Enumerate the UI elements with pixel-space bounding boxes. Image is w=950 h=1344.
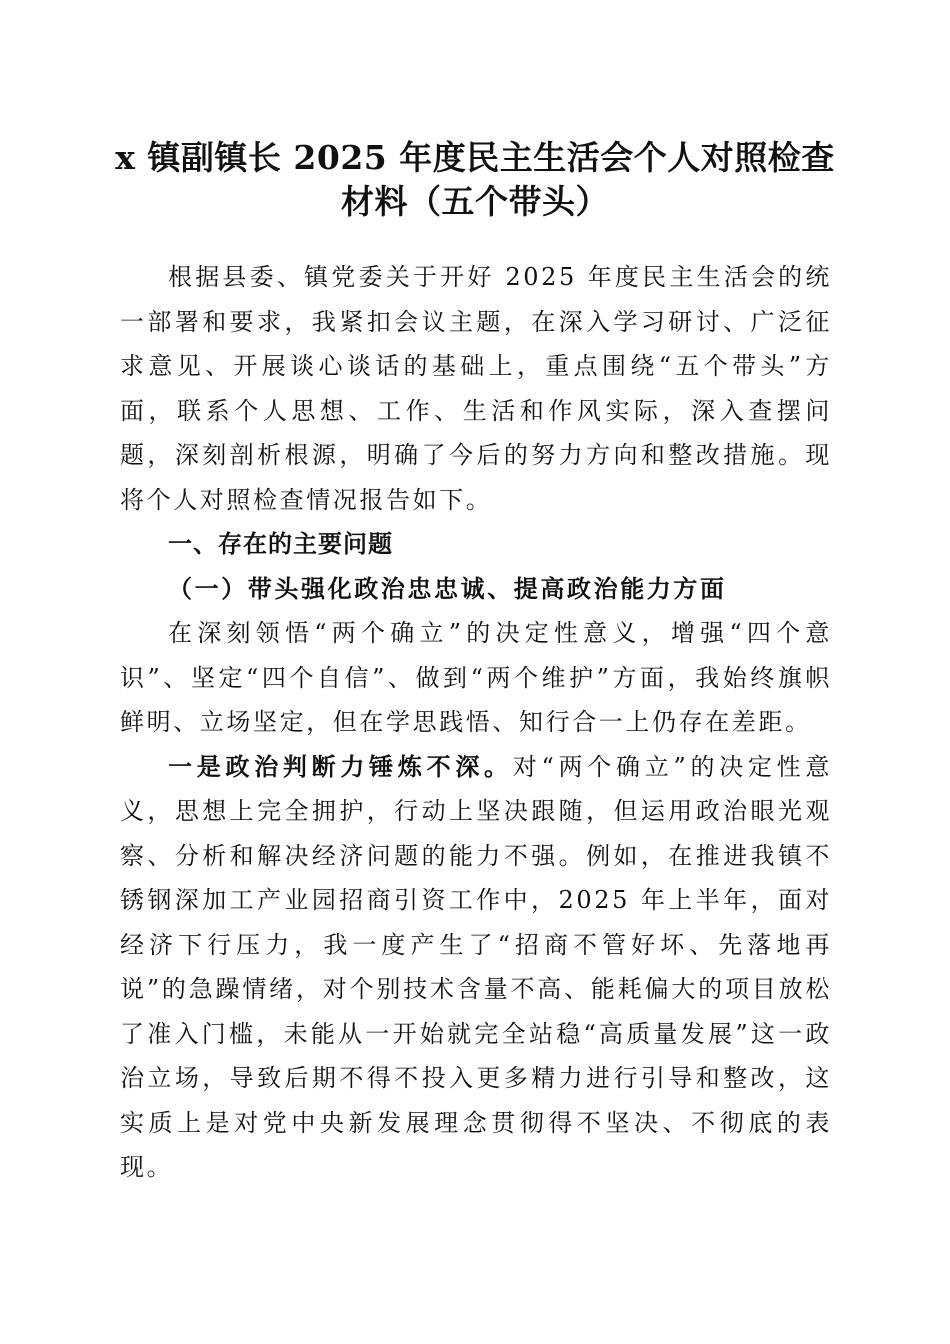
title-line-1: x 镇副镇长 2025 年度民主生活会个人对照检查 bbox=[115, 138, 835, 177]
section-heading-1: 一、存在的主要问题 bbox=[168, 530, 393, 558]
subsection-heading-1: （一）带头强化政治忠忠诚、提高政治能力方面 bbox=[168, 573, 727, 603]
document-body bbox=[120, 255, 832, 1190]
point-1-text: 对“两个确立”的决定性意义，思想上完全拥护，行动上坚决跟随，但运用政治眼光观察、分析和解决经济问题的能力不强。例如，在推进我镇不锈钢深加工产业园招商引资工作中，2025 年上半年，面对经济下行压力，我一度产生了“招商不管好坏、先落地再说”的急躁情绪，对个别技术含量不高、能耗偏大的项目放松了准入门槛，未能从一开始就完全站稳“高质量发展”这一政治立场，导致后期不得不投入更多精力进行引导和整改，这实质上是对党中央新发展理念贯彻得不坚决、不彻底的表现。 bbox=[120, 752, 832, 1181]
intro-paragraph: 根据县委、镇党委关于开好 2025 年度民主生活会的统一部署和要求，我紧扣会议主题，在深入学习研讨、广泛征求意见、开展谈心谈话的基础上，重点围绕“五个带头”方面，联系个人思想、工作、生活和作风实际，深入查摆问题，深刻剖析根源，明确了今后的努力方向和整改措施。现将个人对照检查情况报告如下。 bbox=[120, 263, 832, 514]
point-1-lead: 一是政治判断力锤炼不深。 bbox=[168, 751, 513, 781]
point-1-paragraph bbox=[120, 745, 832, 1190]
subsection-intro-paragraph: 在深刻领悟“两个确立”的决定性意义，增强“四个意识”、坚定“四个自信”、做到“两个维护”方面，我始终旗帜鲜明、立场坚定，但在学思践悟、知行合一上仍存在差距。 bbox=[120, 619, 832, 736]
document-title bbox=[90, 136, 860, 224]
title-line-2: 材料（五个带头） bbox=[341, 182, 609, 221]
